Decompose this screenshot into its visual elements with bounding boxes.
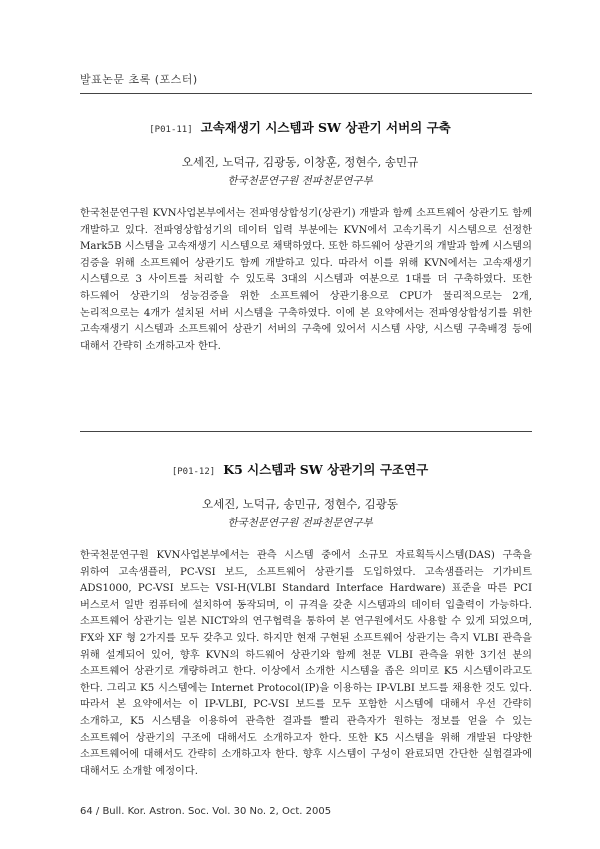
abstract-p01-12 — [0, 460, 600, 780]
abstract-authors: 오세진, 노덕규, 김광동, 이창훈, 정현수, 송민규 — [181, 155, 419, 169]
abstract-title-line — [0, 118, 600, 136]
abstract-title: K5 시스템과 SW 상관기의 구조연구 — [223, 462, 429, 477]
abstract-body: 한국천문연구원 KVN사업본부에서는 관측 시스템 중에서 소규모 자료획득시스템(DAS) 구축을 위하여 고속샘플러, PC-VSI 보드, 소프트웨어 상관기를 도입하였다. 고속샘플러는 기가비트 ADS1000, PC-VSI 보드는 VSI-H(VLBI Standard Interface Hardware) 표준을 따른 PCI 버스로서 일반 컴퓨터에 설치하여 동작되며, 이 규격을 갖춘 시스템과의 데이터 입출력이 가능하다. 소프트웨어 상관기는 일본 NICT와의 연구협력을 통하여 본 연구원에서도 사용할 수 있게 되었으며, FX와 XF 형 2가지를 모두 갖추고 있다. 하지만 현재 구현된 소프트웨어 상관기는 측지 VLBI 관측을 위해 설계되어 있어, 향후 KVN의 하드웨어 상관기와 함께 천문 VLBI 관측을 위한 3기선 분의 소프트웨어 상관기로 개량하려고 한다. 이상에서 소개한 시스템을 좁은 의미로 K5 시스템이라고도 한다. 그리고 K5 시스템에는 Internet Protocol(IP)을 이용하는 IP-VLBI 보드를 채용한 것도 있다. 따라서 본 요약에서는 이 IP-VLBI, PC-VSI 보드를 모두 포함한 시스템에 대해서 우선 간략히 소개하고, K5 시스템을 이용하여 관측한 결과를 빨리 관측자가 원하는 정보를 얻을 수 있는 소프트웨어 상관기의 구조에 대해서도 소개하고자 한다. 또한 K5 시스템을 위해 개발된 다양한 소프트웨어에 대해서도 간략히 소개하고자 한다. 향후 시스템이 구성이 완료되면 간단한 실험결과에 대해서도 소개할 예정이다. — [80, 550, 532, 777]
abstract-title-line — [0, 460, 600, 478]
abstract-affiliation: 한국천문연구원 전파천문연구부 — [227, 175, 373, 187]
abstract-code: [P01-11] — [149, 125, 193, 135]
abstract-code: [P01-12] — [171, 467, 216, 477]
abstract-p01-11 — [0, 118, 600, 355]
header-rule — [80, 93, 532, 94]
page-footer-citation: 64 / Bull. Kor. Astron. Soc. Vol. 30 No. 2, Oct. 2005 — [80, 806, 332, 817]
abstract-authors: 오세진, 노덕규, 송민규, 정현수, 김광동 — [202, 497, 398, 511]
abstract-title: 고속재생기 시스템과 SW 상관기 서버의 구축 — [200, 120, 451, 135]
abstract-affiliation: 한국천문연구원 전파천문연구부 — [227, 517, 373, 529]
running-head: 발표논문 초록 (포스터) — [80, 73, 198, 86]
abstract-body: 한국천문연구원 KVN사업본부에서는 전파영상합성기(상관기) 개발과 함께 소프트웨어 상관기도 함께 개발하고 있다. 전파영상합성기의 데이터 입력 부분에는 KVN에서 고속기록기 시스템으로 선정한 Mark5B 시스템을 고속재생기 시스템으로 채택하였다. 또한 하드웨어 상관기의 개발과 함께 시스템의 검증을 위해 소프트웨어 상관기도 함께 개발하고 있다. 따라서 이를 위해 KVN에서는 고속재생기 시스템으로 3 사이트를 처리할 수 있도록 3대의 시스템과 여분으로 1대를 더 구축하였다. 또한 하드웨어 상관기의 성능검증을 위한 소프트웨어 상관기용으로 CPU가 물리적으로는 2개, 논리적으로는 4개가 설치된 서버 시스템을 구축하였다. 이에 본 요약에서는 전파영상합성기를 위한 고속재생기 시스템과 소프트웨어 상관기 서버의 구축에 있어서 시스템 사양, 시스템 구축배경 등에 대해서 간략히 소개하고자 한다. — [80, 208, 532, 352]
section-divider — [80, 431, 532, 432]
